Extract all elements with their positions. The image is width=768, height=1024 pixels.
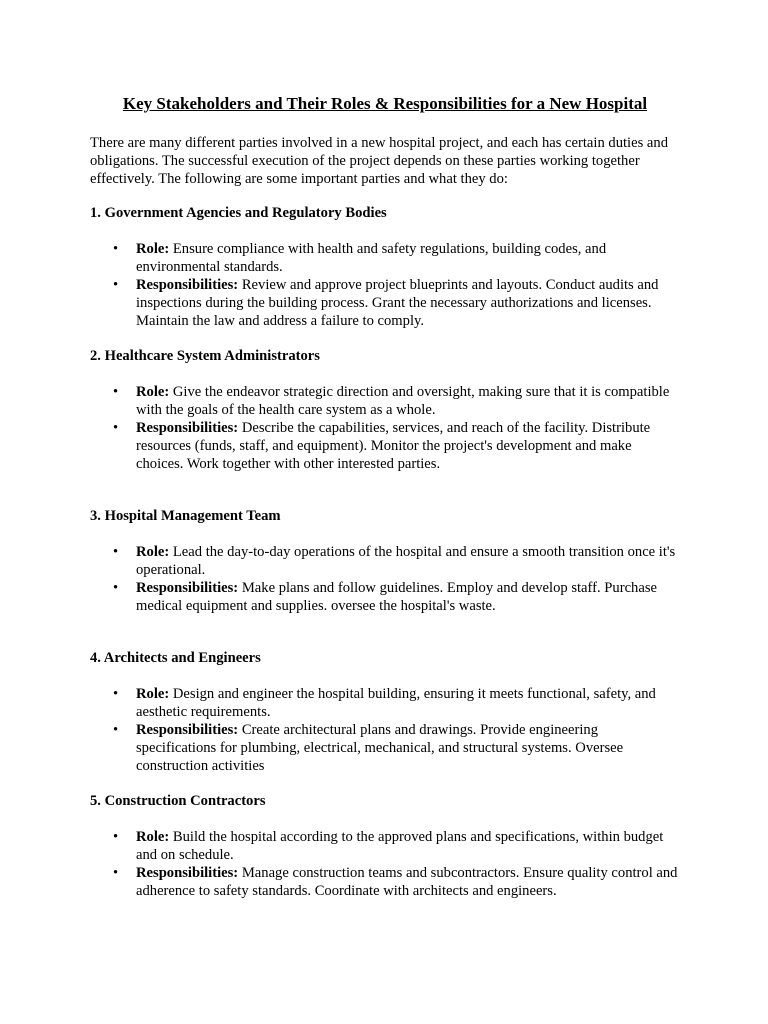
section-architects-engineers	[90, 649, 680, 775]
section-construction-contractors	[90, 792, 680, 900]
responsibilities-text: Manage construction teams and subcontractors. Ensure quality control and adherence to safety standards. Coordinate with architects and engineers.	[136, 865, 678, 899]
section-heading: 3. Hospital Management Team	[90, 508, 281, 524]
bullet-icon: •	[113, 277, 119, 293]
responsibilities-label: Responsibilities:	[136, 277, 239, 293]
role-label: Role:	[136, 544, 170, 560]
bullet-icon: •	[113, 241, 119, 257]
bullet-icon: •	[113, 865, 119, 881]
list-item-responsibilities	[113, 721, 680, 775]
intro-paragraph: There are many different parties involved in a new hospital project, and each has certain duties and obligations. The successful execution of the project depends on these parties working together effectively. The following are some important parties and what they do:	[90, 135, 668, 187]
section-government-agencies	[90, 204, 680, 330]
section-hospital-management	[90, 507, 680, 615]
section-heading: 5. Construction Contractors	[90, 793, 266, 809]
bullet-icon: •	[113, 722, 119, 738]
bullet-icon: •	[113, 420, 119, 436]
list-item-responsibilities	[113, 276, 680, 330]
responsibilities-label: Responsibilities:	[136, 865, 239, 881]
list-item-responsibilities	[113, 579, 680, 615]
bullet-list	[90, 685, 680, 775]
section-heading: 4. Architects and Engineers	[90, 650, 261, 666]
bullet-list	[90, 828, 680, 900]
list-item-responsibilities	[113, 419, 680, 473]
role-label: Role:	[136, 241, 170, 257]
bullet-icon: •	[113, 580, 119, 596]
role-label: Role:	[136, 686, 170, 702]
responsibilities-label: Responsibilities:	[136, 420, 239, 436]
responsibilities-label: Responsibilities:	[136, 722, 239, 738]
list-item-responsibilities	[113, 864, 680, 900]
document-title: Key Stakeholders and Their Roles & Responsibilities for a New Hospital	[122, 94, 648, 113]
list-item-role	[113, 828, 680, 864]
bullet-icon: •	[113, 829, 119, 845]
bullet-list	[90, 383, 680, 473]
list-item-role	[113, 685, 680, 721]
role-text: Build the hospital according to the approved plans and specifications, within budget and on schedule.	[136, 829, 664, 863]
list-item-role	[113, 240, 680, 276]
role-label: Role:	[136, 384, 170, 400]
responsibilities-text: Describe the capabilities, services, and reach of the facility. Distribute resources (funds, staff, and equipment). Monitor the project's development and make choices. Work together with other interested parties.	[136, 420, 651, 472]
section-healthcare-administrators	[90, 347, 680, 473]
role-label: Role:	[136, 829, 170, 845]
role-text: Give the endeavor strategic direction and oversight, making sure that it is compatible with the goals of the health care system as a whole.	[136, 384, 670, 418]
role-text: Ensure compliance with health and safety regulations, building codes, and environmental standards.	[136, 241, 607, 275]
role-text: Design and engineer the hospital building, ensuring it meets functional, safety, and aesthetic requirements.	[136, 686, 656, 720]
bullet-icon: •	[113, 544, 119, 560]
bullet-icon: •	[113, 384, 119, 400]
role-text: Lead the day-to-day operations of the hospital and ensure a smooth transition once it's operational.	[136, 544, 676, 578]
responsibilities-label: Responsibilities:	[136, 580, 239, 596]
responsibilities-text: Create architectural plans and drawings. Provide engineering specifications for plumbing, electrical, mechanical, and structural systems. Oversee construction activities	[136, 722, 624, 774]
bullet-list	[90, 240, 680, 330]
responsibilities-text: Make plans and follow guidelines. Employ and develop staff. Purchase medical equipment and supplies. oversee the hospital's waste.	[136, 580, 657, 614]
list-item-role	[113, 383, 680, 419]
bullet-icon: •	[113, 686, 119, 702]
bullet-list	[90, 543, 680, 615]
section-heading: 1. Government Agencies and Regulatory Bodies	[90, 205, 387, 221]
responsibilities-text: Review and approve project blueprints and layouts. Conduct audits and inspections during the building process. Grant the necessary authorizations and licenses. Maintain the law and address a failure to comply.	[136, 277, 659, 329]
list-item-role	[113, 543, 680, 579]
section-heading: 2. Healthcare System Administrators	[90, 348, 320, 364]
